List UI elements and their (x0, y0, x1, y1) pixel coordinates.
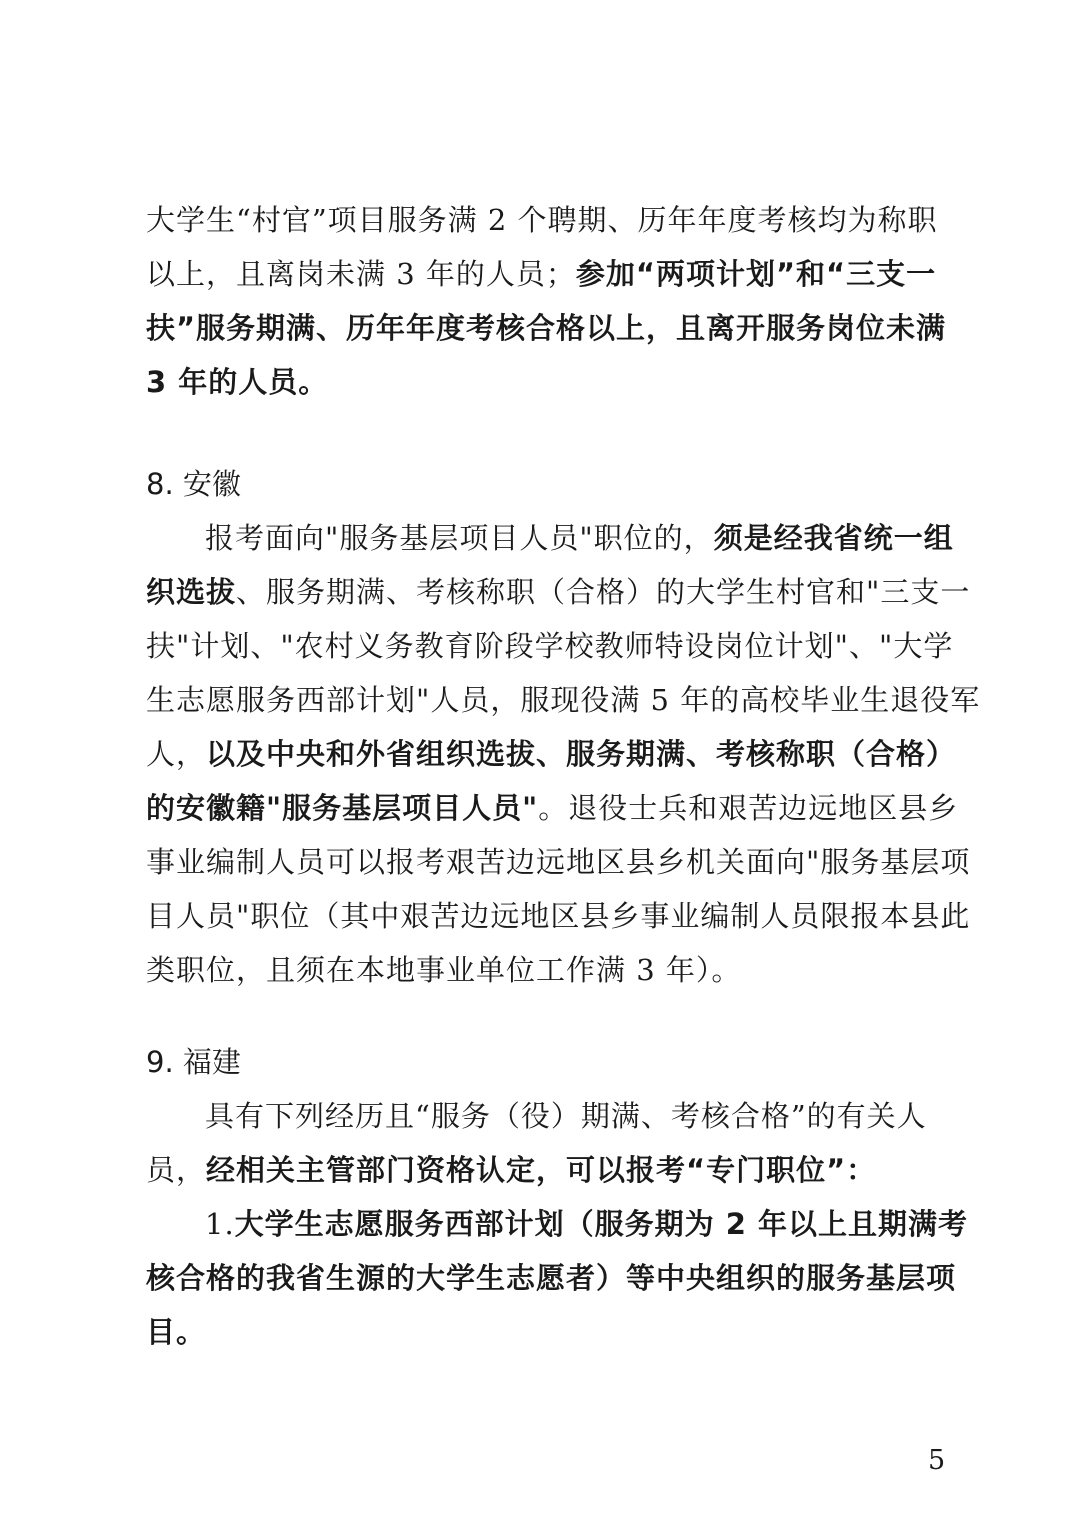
page-number: 5 (928, 1445, 946, 1476)
paragraph-line (146, 896, 970, 936)
text-span: 生志愿服务西部计划"人员，服现役满 5 年的高校毕业生退役军 (146, 683, 981, 717)
paragraph-line (146, 734, 956, 774)
text-span: 员， (146, 1153, 207, 1187)
text-span: 1. (205, 1207, 235, 1241)
bold-text-span: 的安徽籍"服务基层项目人员" (146, 791, 539, 825)
text-span: 人， (146, 737, 207, 771)
section-heading-anhui: 8. 安徽 (146, 467, 241, 501)
text-span: 、服务期满、考核称职（合格）的大学生村官和"三支一 (236, 575, 971, 609)
bold-text-span: 织选拔 (146, 575, 237, 609)
paragraph-line (146, 1258, 956, 1298)
bold-text-span: 核合格的我省生源的大学生志愿者）等中央组织的服务基层项 (146, 1261, 957, 1295)
paragraph-line (146, 788, 958, 828)
paragraph-line (146, 842, 970, 882)
text-span: 类职位，且须在本地事业单位工作满 3 年）。 (146, 953, 742, 987)
text-span: 以上，且离岗未满 3 年的人员； (146, 257, 576, 291)
text-span: 大学生“村官”项目服务满 2 个聘期、历年年度考核均为称职 (146, 203, 938, 237)
paragraph-line (205, 518, 954, 558)
text-span: 目人员"职位（其中艰苦边远地区县乡事业编制人员限报本县此 (146, 899, 971, 933)
bold-text-span: 须是经我省统一组 (713, 521, 954, 555)
text-span: 扶"计划、"农村义务教育阶段学校教师特设岗位计划"、"大学 (146, 629, 954, 663)
paragraph-line (146, 200, 938, 240)
bold-text-span: 大学生志愿服务西部计划（服务期为 2 年以上且期满考 (234, 1207, 969, 1241)
section-heading-fujian: 9. 福建 (146, 1045, 241, 1079)
bold-text-span: 参加“两项计划”和“三支一 (575, 257, 937, 291)
paragraph-line (146, 362, 328, 402)
bold-text-span: 目。 (146, 1315, 207, 1349)
paragraph-line (146, 572, 970, 612)
bold-text-span: 以及中央和外省组织选拔、服务期满、考核称职（合格） (206, 737, 957, 771)
text-span: 事业编制人员可以报考艰苦边远地区县乡机关面向"服务基层项 (146, 845, 971, 879)
paragraph-line (146, 680, 980, 720)
text-span: 报考面向"服务基层项目人员"职位的， (205, 521, 714, 555)
text-span: 。退役士兵和艰苦边远地区县乡 (538, 791, 959, 825)
bold-text-span: 扶”服务期满、历年年度考核合格以上，且离开服务岗位未满 (146, 311, 947, 345)
paragraph-line (146, 950, 741, 990)
paragraph-line (205, 1096, 927, 1136)
bold-text-span: 3 年的人员。 (146, 365, 329, 399)
paragraph-line (146, 1150, 876, 1190)
paragraph-line (205, 1204, 968, 1244)
paragraph-line (146, 308, 946, 348)
bold-text-span: 经相关主管部门资格认定，可以报考“专门职位”： (206, 1153, 877, 1187)
paragraph-line (146, 254, 936, 294)
text-span: 具有下列经历且“服务（役）期满、考核合格”的有关人 (205, 1099, 927, 1133)
paragraph-line (146, 1312, 206, 1352)
paragraph-line (146, 626, 953, 666)
